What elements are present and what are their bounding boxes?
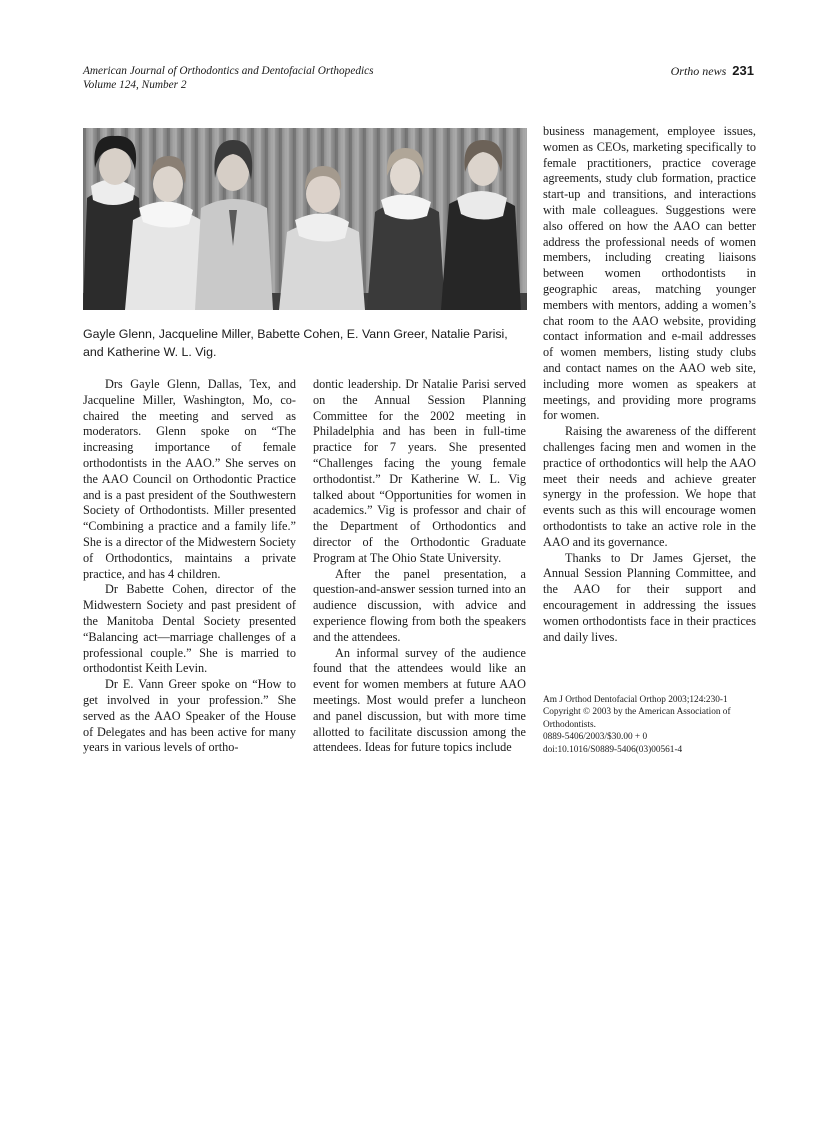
paragraph: Drs Gayle Glenn, Dallas, Tex, and Jacqueline Miller, Washington, Mo, co-chaired the meeting and served as moderators. Glenn spoke on “The increasing importance of female orthodontists in the AAO.” She serves on the AAO Council on Orthodontic Practice and is a past president of the Southwestern Society of Orthodontists. Miller presented “Combining a practice and a family life.” She is a director of the Midwestern Society of Orthodontics, maintains a private practice, and has 4 children. (83, 377, 296, 581)
citation-block (543, 694, 763, 756)
citation-doi: doi:10.1016/S0889-5406(03)00561-4 (543, 744, 683, 755)
figure-caption: Gayle Glenn, Jacqueline Miller, Babette Cohen, E. Vann Greer, Natalie Parisi, and Katherine W. L. Vig. (83, 327, 508, 359)
article-column-2 (313, 377, 526, 756)
paragraph-continued: business management, employee issues, women as CEOs, marketing specifically to female practitioners, practice coverage agreements, study club formation, practice start-up and transitions, and interactions with male colleagues. Suggestions were also offered on how the AAO can better address the professional needs of women members, including creating liaisons between women orthodontists in geographic areas, matching younger members with mentors, adding a women’s chat room to the AAO website, providing contact information and e-mail addresses of women members, listing study clubs and contact names on the AAO web site, including more women as speakers at meetings, and providing more programs for women. (543, 124, 756, 423)
section-name: Ortho news (670, 64, 727, 78)
paragraph: Dr E. Vann Greer spoke on “How to get involved in your profession.” She served as the AAO Speaker of the House of Delegates and has been active for many years in various levels of ortho- (83, 677, 296, 755)
running-header-journal (83, 64, 374, 92)
paragraph: Thanks to Dr James Gjerset, the Annual Session Planning Committee, and the AAO for their support and encouragement in addressing the issues women orthodontists face in their practices and daily lives. (543, 550, 756, 644)
page-number: 231 (732, 63, 754, 78)
group-photo (83, 128, 527, 310)
citation-reference: Am J Orthod Dentofacial Orthop 2003;124:230-1 (543, 695, 728, 705)
paragraph: Dr Babette Cohen, director of the Midwestern Society and past president of the Manitoba Dental Society presented “Balancing act—marriage challenges of a professional couple.” She is married to orthodontist Keith Levin. (83, 582, 296, 676)
article-column-1 (83, 377, 296, 756)
journal-volume: Volume 124, Number 2 (83, 79, 187, 91)
paragraph: An informal survey of the audience found that the attendees would like an event for women members at future AAO meetings. Most would prefer a luncheon and panel discussion, but with more time allotted to facilitate discussion among the attendees. Ideas for future topics include (313, 645, 526, 755)
paragraph: Raising the awareness of the different challenges facing men and women in the practice of orthodontics will help the AAO meet their needs and achieve greater synergy in the profession. We hope that events such as this will encourage women orthodontists to take an active role in the AAO and its governance. (543, 424, 756, 549)
article-column-3 (543, 124, 756, 645)
paragraph: After the panel presentation, a question-and-answer session turned into an audience discussion, with advice and experience flowing from both the speakers and the attendees. (313, 566, 526, 644)
paragraph-continued: dontic leadership. Dr Natalie Parisi served on the Annual Session Planning Committee for the 2002 meeting in Philadelphia and has been in full-time practice for 7 years. She presented “Challenges facing the young female orthodontist.” Dr Katherine W. L. Vig talked about “Opportunities for women in academics.” Vig is professor and chair of the Department of Orthodontics and director of the Orthodontic Graduate Program at The Ohio State University. (313, 377, 526, 565)
citation-copyright: Copyright © 2003 by the American Association of Orthodontists. (543, 707, 731, 730)
journal-title: American Journal of Orthodontics and Dentofacial Orthopedics (83, 65, 374, 77)
running-header-section (671, 63, 754, 79)
citation-price: 0889-5406/2003/$30.00 + 0 (543, 732, 648, 743)
